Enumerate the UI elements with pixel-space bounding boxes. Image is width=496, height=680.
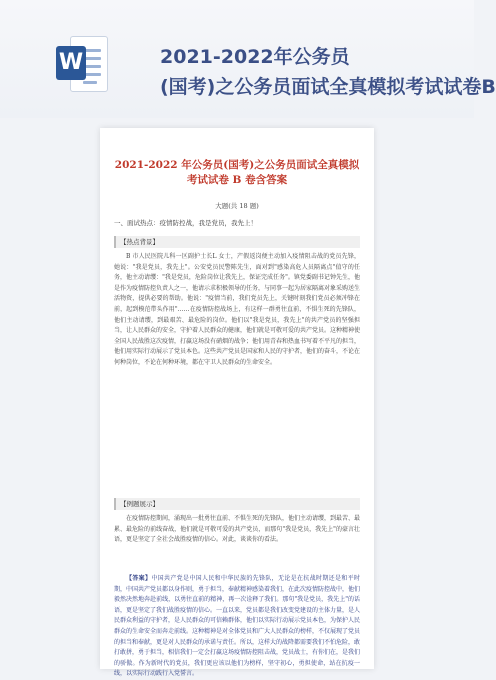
paper-title-line-2: 考试试卷 B 卷含答案 xyxy=(186,174,288,186)
question-heading: 一、面试热点：疫情防控战，我是党员，我先上！ xyxy=(114,219,257,227)
document-title-line-1: 2021-2022年公务员 xyxy=(160,46,350,68)
document-title-line-2: (国考)之公务员面试全真模拟考试试卷B xyxy=(160,76,496,98)
example-paragraph: 在疫情防控期间，涌现出一批勇往直前、不惧生死的先锋队，他们主动请缨，到最苦、最累、最危险的前线奋战，他们就是可敬可爱的共产党员，而那句"我是党员，我先上"的豪言壮语，更是坚定了全社会战胜疫情的信心。对此，谈谈你的看法。 xyxy=(114,515,361,544)
paper-title xyxy=(112,158,362,188)
paper-title-line-1: 2021-2022 年公务员(国考)之公务员面试全真模拟 xyxy=(114,159,360,171)
answer-paragraph xyxy=(114,574,361,678)
word-document-icon xyxy=(56,34,108,92)
answer-label: 【答案】 xyxy=(126,575,152,582)
section-example: 【例题展示】 xyxy=(114,498,360,510)
answer-text: 中国共产党是中国人民和中华民族的先锋队，无论是在抗战时期还是和平时期，中国共产党员都以身作则，勇于担当，奉献精神感染着我们，在此次疫情防控战中，他们毅然决然地奔赴前线，以勇往直前的精神，再一次诠释了我们。那句"我是党员，我先上"的话语，更是坚定了我们战胜疫情的信心。一直以来，党员都是我们改变党建设的主体力量，是人民群众利益的守护者，是人民群众的可信赖群体，他们以实际行动展示党员本色，为保护人民群众的生命安全而奔走前线。这种精神是对全体党员和广大人民群众的榜样，不仅展现了党员的担当和奉献，更是对人民群众的承诺与责任。所以，这样大的战降都需要我们不怕危险，敢打敢拼，勇于担当，相信我们一定会打赢这场疫情防控阻击战，党员战士，有你们在，是我们的骄傲。作为新时代的党员，我们更应该以他们为榜样，坚守初心，勇担使命，站在抗疫一线，以实际行动践行入党誓言。 xyxy=(114,575,361,678)
section-hot-background: 【热点背景】 xyxy=(114,236,360,248)
word-logo-tile: W xyxy=(56,46,86,80)
background-paragraph: B 市人民医院儿科一区副护士长L 女士，产假返岗便主动加入疫情阻击战的党员先锋，她说："我是党员，我先上"。公安党员民警陈先生，面对到"感染高危人员隔离点"值守的任务，他主动请缨："我是党员，危险岗位让我先上，保证完成任务"。镇党委副书记钟先生，他是作为疫情防控负责人之一，他请示求积极领导的任务，与同事一起为居家隔离对象采购送生活物资，提供必要的帮助。他说："疫情当前，我们党员先上，关键时刻我们党员必须冲锋在前，起到模范带头作用"……在疫情防控战场上，有这样一群勇往直前，不惧生死的先锋队，他们主动请缨，到最艰苦、最危险的岗位。他们以"我是党员，我先上"的共产党员的坚强担当，让人民群众的安全，守护着人民群众的健康，他们就是可敬可爱的共产党员。这种精神使全国人民战胜这次疫情，打赢这场没有硝烟的战争；他们用青春和热血书写着不平凡的担当，他们用实际行动展示了党员本色。这些共产党员是国家和人民的守护者，他们的奋斗，不论在何种岗位，不论在何种环境，都在守卫人民群众的生命安全。 xyxy=(114,253,361,366)
document-preview-page xyxy=(100,128,374,678)
question-count: 大题(共 18 题) xyxy=(215,202,259,210)
